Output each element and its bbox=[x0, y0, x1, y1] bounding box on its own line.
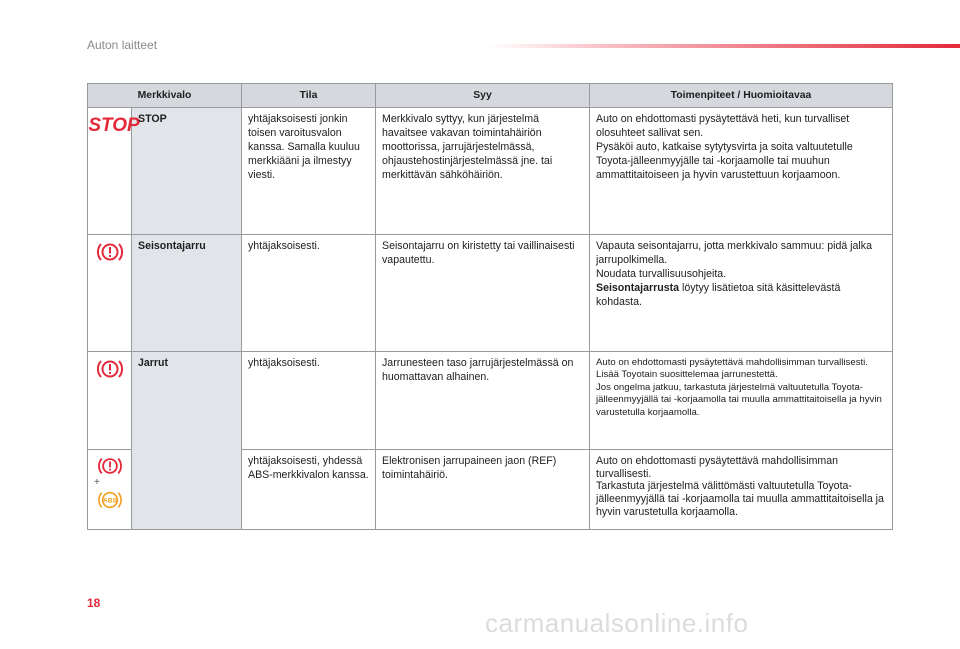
brake-warning-icon bbox=[96, 240, 124, 264]
action-line: Noudata turvallisuusohjeita. bbox=[596, 267, 727, 280]
table-row bbox=[88, 235, 893, 352]
action-tail: löytyy lisätietoa sitä käsittelevästä kohdasta. bbox=[596, 281, 841, 308]
cause-cell: Merkkivalo syttyy, kun järjestelmä havaitsee vakavan toimintahäiriön moottorissa, jarrujärjestelmässä, ohjaustehostinjärjestelmässä jne. tai merkittävän sähköhäiriön. bbox=[376, 108, 590, 235]
state-cell: yhtäjaksoisesti jonkin toisen varoitusvalon kanssa. Samalla kuuluu merkkiääni ja ilmestyy viesti. bbox=[242, 108, 376, 235]
action-cell: Auto on ehdottomasti pysäytettävä heti, kun turvalliset olosuhteet sallivat sen. Pysäköi auto, katkaise sytytysvirta ja soita valtuutetulle Toyota-jälleenmyyjälle tai -korjaamolle tai muuhun ammattitaitoiseen ja hyvin varustettuun korjaamoon. bbox=[590, 108, 893, 235]
page-number: 18 bbox=[87, 596, 101, 610]
brake-abs-icon-cell bbox=[88, 450, 132, 530]
column-header-merkkivalo: Merkkivalo bbox=[88, 84, 242, 108]
cause-cell: Jarrunesteen taso jarrujärjestelmässä on huomattavan alhainen. bbox=[376, 352, 590, 450]
action-line: Vapauta seisontajarru, jotta merkkivalo sammuu: pidä jalka jarrupolkimella. bbox=[596, 240, 872, 266]
svg-text:ABS: ABS bbox=[102, 497, 117, 505]
stop-warning-icon bbox=[88, 113, 140, 136]
column-header-syy: Syy bbox=[376, 84, 590, 108]
warning-name: Jarrut bbox=[132, 352, 242, 530]
cause-cell: Elektronisen jarrupaineen jaon (REF) toimintahäiriö. bbox=[376, 450, 590, 530]
column-header-toimenpiteet: Toimenpiteet / Huomioitavaa bbox=[590, 84, 893, 108]
state-cell: yhtäjaksoisesti. bbox=[242, 235, 376, 352]
action-cell bbox=[590, 235, 893, 352]
state-cell: yhtäjaksoisesti, yhdessä ABS-merkkivalon kanssa. bbox=[242, 450, 376, 530]
column-header-tila: Tila bbox=[242, 84, 376, 108]
brake-warning-icon bbox=[96, 455, 124, 477]
action-line bbox=[596, 282, 886, 310]
warning-name: Seisontajarru bbox=[132, 235, 242, 352]
watermark-text: carmanualsonline.info bbox=[485, 608, 749, 638]
warning-name: STOP bbox=[132, 108, 242, 235]
brake-icon-cell bbox=[88, 235, 132, 352]
action-bold-term: Seisontajarrusta bbox=[596, 281, 680, 294]
page-section-title: Auton laitteet bbox=[87, 38, 158, 52]
brake-warning-icon bbox=[96, 357, 124, 381]
action-cell: Auto on ehdottomasti pysäytettävä mahdollisimman turvallisesti. Lisää Toyotain suosittelemaa jarrunestettä. Jos ongelma jatkuu, tarkastuta järjestelmä valtuutetulla Toyota-jälleenmyyjällä tai -korjaamolla tai muulla ammattitaitoisella ja hyvin varustetulla korjaamolla. bbox=[590, 352, 893, 450]
table-header-row bbox=[88, 84, 893, 108]
table-row bbox=[88, 352, 893, 450]
state-cell: yhtäjaksoisesti. bbox=[242, 352, 376, 450]
cause-cell: Seisontajarru on kiristetty tai vaillinaisesti vapautettu. bbox=[376, 235, 590, 352]
stop-icon-cell bbox=[88, 108, 140, 235]
header-accent-bar bbox=[488, 44, 960, 48]
brake-icon-cell bbox=[88, 352, 132, 450]
abs-warning-icon bbox=[96, 489, 124, 511]
warning-lights-table bbox=[87, 83, 893, 530]
svg-text:STOP: STOP bbox=[88, 115, 140, 136]
action-cell: Auto on ehdottomasti pysäytettävä mahdollisimman turvallisesti. Tarkastuta järjestelmä välittömästi valtuutetulla Toyota-jälleenmyyjällä tai -korjaamolla tai muulla ammattitaitoisella ja hyvin varustetulla korjaamolla. bbox=[590, 450, 893, 530]
table-row bbox=[88, 108, 893, 235]
plus-sign: + bbox=[94, 477, 100, 488]
